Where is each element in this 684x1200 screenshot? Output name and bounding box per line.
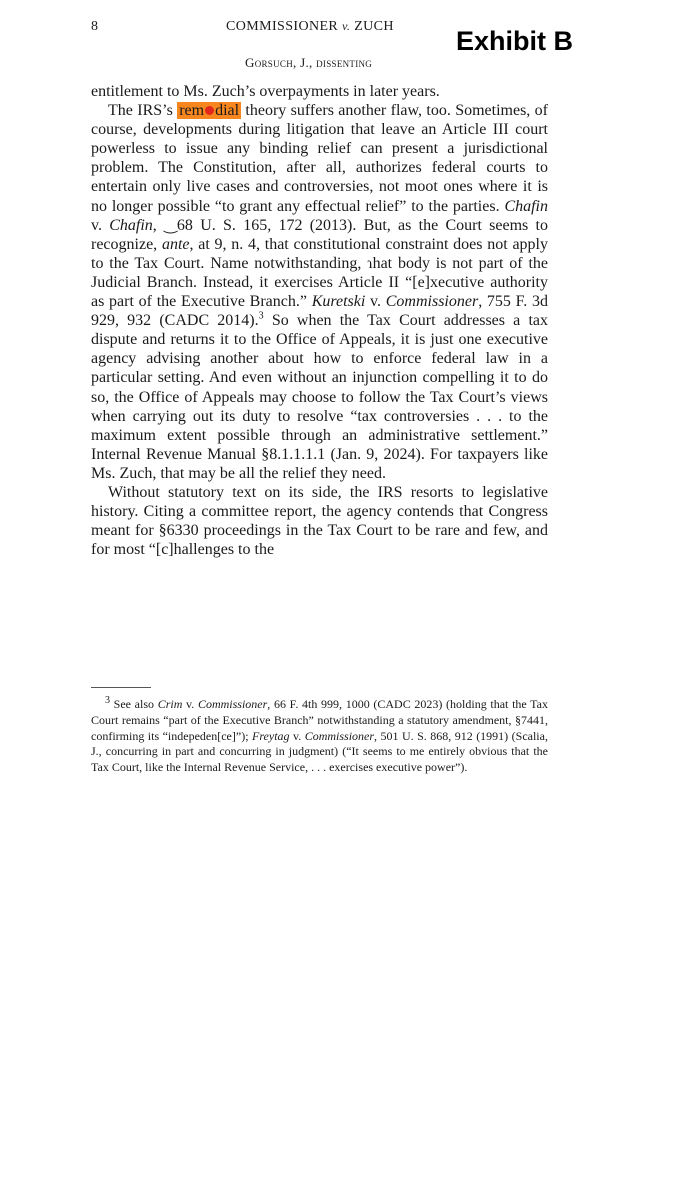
footnotes	[91, 697, 548, 776]
case-name: Commissioner	[304, 728, 375, 743]
footnote-3: $^3$ See also Crim v. Commissioner, 66 F. 4th 999, 1000 (CADC 2023) (holding that the Tax Court remains “part of the Executive Branch” notwithstanding a statutory amendment, §7441, confirming its “indepeden[ce]”); Freytag v. Commissioner, 501 U. S. 868, 912 (1991) (Scalia, J., concurring in part and concurring in judgment) (“It seems to me entirely obvious that the Tax Court, like the Internal Revenue Service, . . . exercises executive power”).	[91, 695, 548, 775]
case-name: Crim	[157, 697, 183, 711]
exhibit-label: Exhibit B	[456, 26, 574, 56]
author-line: Gorsuch, J., dissenting	[245, 55, 373, 70]
footnote-marker: 3	[105, 695, 110, 706]
case-name: Commissioner	[197, 697, 268, 711]
highlight-marker-dot	[205, 106, 214, 115]
highlighted-word: rem dial	[179, 102, 240, 120]
running-head-right: ZUCH	[354, 19, 394, 34]
case-name: Kuretski	[311, 293, 366, 311]
footnote-rule	[91, 687, 151, 688]
footnote-reference: 3	[258, 310, 264, 322]
running-head	[226, 19, 394, 35]
case-name: Chafin	[109, 216, 153, 234]
running-head-versus: v.	[342, 19, 351, 33]
paragraph-legislative-history: Without statutory text on its side, the IRS resorts to legislative history. Citing a committee report, the agency contends that Congress meant for §6330 proceedings in the Tax Court to be rare and few, and for most “[c]hallenges to the	[91, 483, 548, 559]
paragraph-carryover: entitlement to Ms. Zuch’s overpayments in later years.	[91, 83, 440, 100]
opinion-body	[91, 82, 548, 559]
case-name: Chafin	[504, 197, 548, 215]
citation-ante: ante	[161, 235, 190, 253]
page-number: 8	[91, 19, 98, 34]
case-name: Freytag	[252, 728, 290, 743]
running-head-left: COMMISSIONER	[226, 19, 339, 34]
paragraph-remedial-theory: The IRS’s rem dial theory suffers another flaw, too. Sometimes, of course, developments during litigation that leave an Article III court powerless to issue any binding relief can present a jurisdictional problem. The Constitution, after all, authorizes federal courts to entertain only live cases and controversies, not moot ones where it is no longer possible “to grant any effectual relief” to the parties. Chafin v. Chafin, ‿68 U. S. 165, 172 (2013). But, as the Court seems to recognize, ante, at 9, n. 4, that constitutional constraint does not apply to the Tax Court. Name notwithstanding, ɿhat body is not part of the Judicial Branch. Instead, it exercises Article II “[e]xecutive authority as part of the Executive Branch.” Kuretski v. Commissioner, 755 F. 3d 929, 932 (CADC 2014).$^3$ So when the Tax Court addresses a tax dispute and returns it to the Office of Appeals, it is just one executive agency advising another about how to enforce federal law in a particular setting. And even without an injunction compelling it to do so, the Office of Appeals may choose to follow the Tax Court’s views when carrying out its duty to resolve “tax controversies . . . to the maximum extent possible through an administrative settlement.” Internal Revenue Manual §8.1.1.1.1 (Jan. 9, 2024). For taxpayers like Ms. Zuch, that may be all the relief they need.	[91, 102, 549, 482]
case-name: Commissioner	[385, 293, 479, 311]
